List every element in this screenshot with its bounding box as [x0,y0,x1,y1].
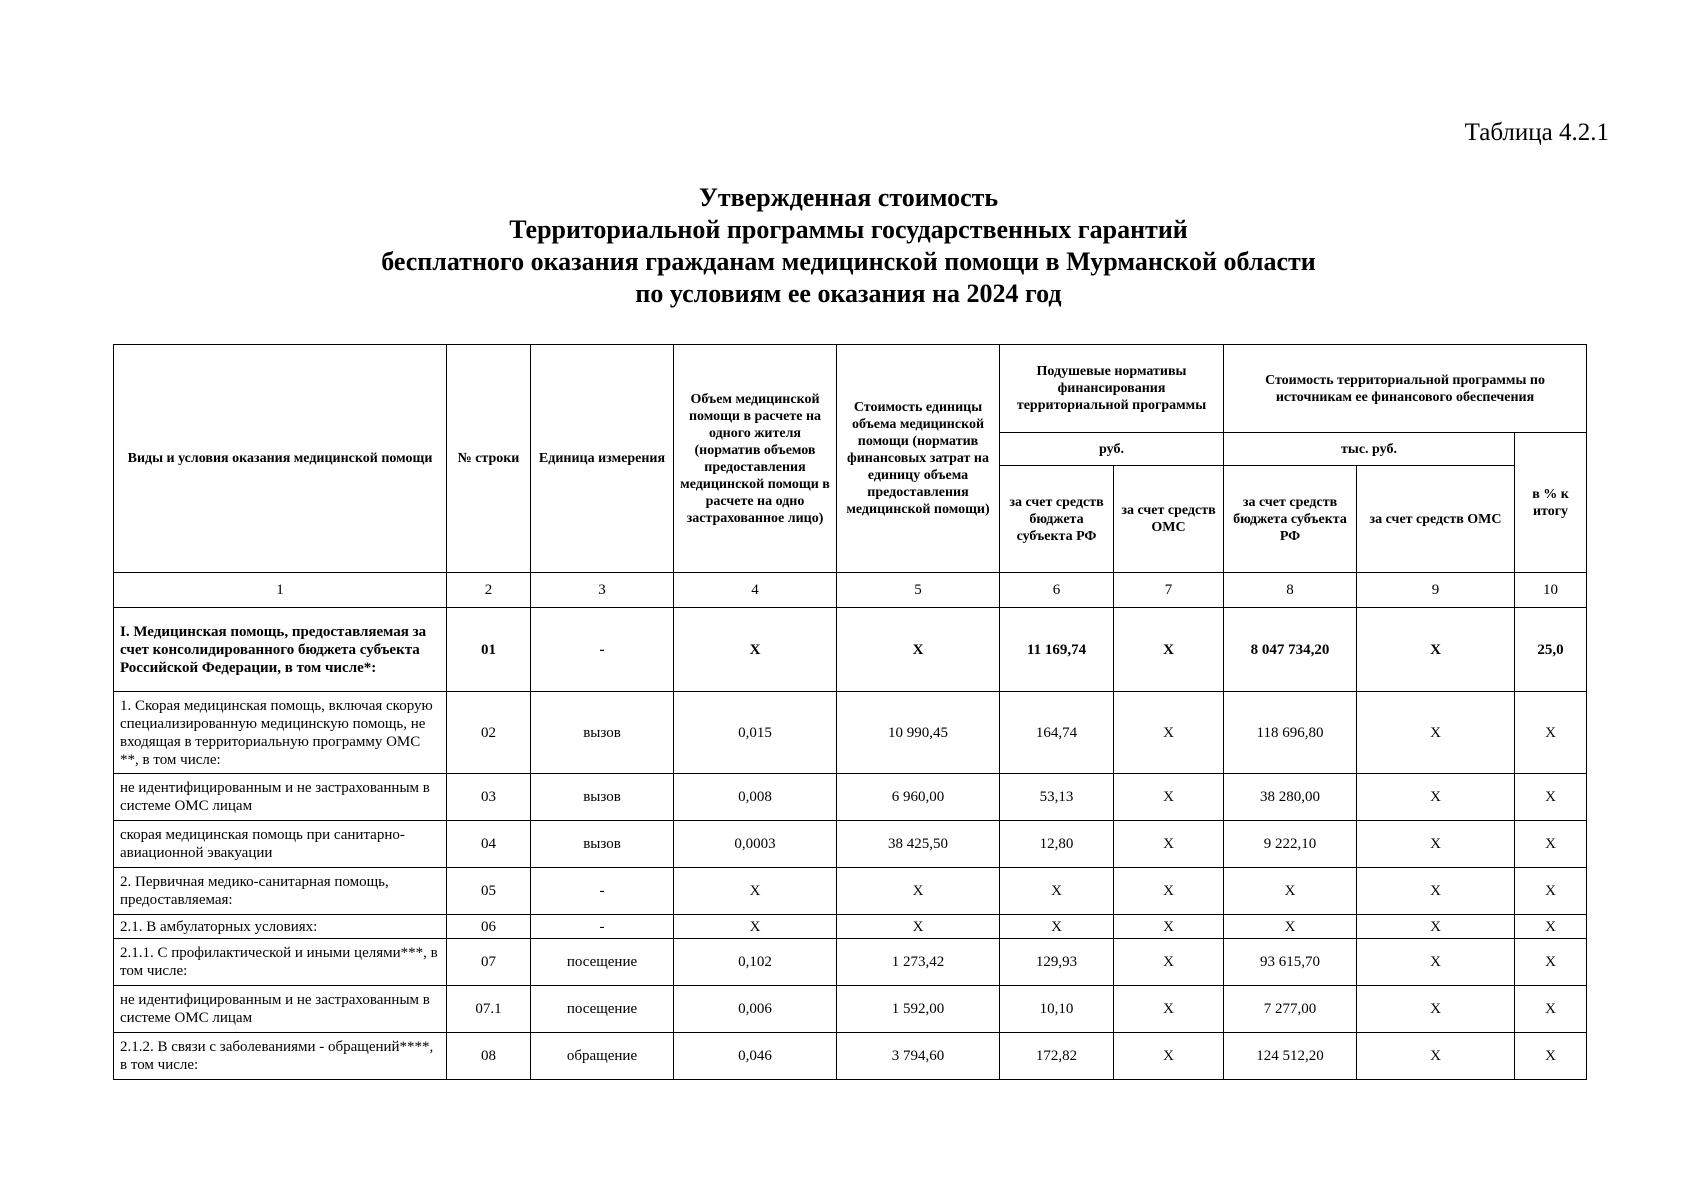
header-budget-rub: за счет средств бюджета субъекта РФ [1000,466,1114,573]
row-percent: X [1515,821,1587,868]
row-name: не идентифицированным и не застрахованным в системе ОМС лицам [114,774,447,821]
row-per-capita-oms: X [1114,1033,1224,1080]
column-number: 7 [1114,573,1224,608]
row-cost-budget: 7 277,00 [1224,986,1357,1033]
row-cost-oms: X [1357,821,1515,868]
row-volume: 0,0003 [674,821,837,868]
row-percent: X [1515,1033,1587,1080]
header-per-capita-group: Подушевые нормативы финансирования территориальной программы [1000,345,1224,433]
header-oms-rub: за счет средств ОМС [1114,466,1224,573]
row-unit: вызов [531,692,674,774]
row-per-capita-oms: X [1114,774,1224,821]
row-cost-oms: X [1357,915,1515,939]
row-percent: X [1515,774,1587,821]
row-unit-cost: 1 273,42 [837,939,1000,986]
table-number: Таблица 4.2.1 [1464,119,1609,146]
row-per-capita-oms: X [1114,939,1224,986]
table-row [114,915,1587,939]
header-oms-thous: за счет средств ОМС [1357,466,1515,573]
row-unit-cost: 10 990,45 [837,692,1000,774]
row-name: 2.1.1. С профилактической и иными целями***, в том числе: [114,939,447,986]
row-unit: посещение [531,986,674,1033]
header-rub: руб. [1000,433,1224,466]
row-per-capita-budget: 10,10 [1000,986,1114,1033]
column-number: 1 [114,573,447,608]
table-row [114,821,1587,868]
table-row [114,1033,1587,1080]
column-number: 5 [837,573,1000,608]
header-unit-cost: Стоимость единицы объема медицинской помощи (норматив финансовых затрат на единицу объема предоставления медицинской помощи) [837,345,1000,573]
row-cost-budget: 38 280,00 [1224,774,1357,821]
header-unit: Единица измерения [531,345,674,573]
column-number: 3 [531,573,674,608]
table-row [114,774,1587,821]
header-thous-rub: тыс. руб. [1224,433,1515,466]
column-numbers-row [114,573,1587,608]
row-per-capita-budget: X [1000,868,1114,915]
row-name: скорая медицинская помощь при санитарно-авиационной эвакуации [114,821,447,868]
row-number: 02 [447,692,531,774]
row-volume: 0,046 [674,1033,837,1080]
column-number: 4 [674,573,837,608]
table-row [114,939,1587,986]
row-cost-oms: X [1357,986,1515,1033]
row-unit-cost: 3 794,60 [837,1033,1000,1080]
column-number: 10 [1515,573,1587,608]
document-title [0,182,1697,310]
header-kinds-of-care: Виды и условия оказания медицинской помощи [114,345,447,573]
title-line: бесплатного оказания гражданам медицинской помощи в Мурманской области [381,247,1316,276]
row-volume: 0,015 [674,692,837,774]
row-percent: X [1515,915,1587,939]
row-name: 1. Скорая медицинская помощь, включая скорую специализированную медицинскую помощь, не входящая в территориальную программу ОМС **, в том числе: [114,692,447,774]
row-per-capita-budget: 53,13 [1000,774,1114,821]
row-unit: обращение [531,1033,674,1080]
row-volume: 0,102 [674,939,837,986]
table-row [114,868,1587,915]
row-per-capita-budget: X [1000,915,1114,939]
row-per-capita-oms: X [1114,986,1224,1033]
row-volume: 0,006 [674,986,837,1033]
row-per-capita-oms: X [1114,868,1224,915]
row-cost-budget: X [1224,868,1357,915]
row-percent: X [1515,692,1587,774]
row-percent: X [1515,986,1587,1033]
row-cost-budget: 9 222,10 [1224,821,1357,868]
title-line: Территориальной программы государственных гарантий [509,215,1188,244]
row-cost-oms: X [1357,692,1515,774]
row-cost-oms: X [1357,939,1515,986]
row-unit-cost: 6 960,00 [837,774,1000,821]
row-volume: X [674,915,837,939]
row-cost-oms: X [1357,1033,1515,1080]
row-cost-oms: X [1357,608,1515,692]
row-cost-budget: 118 696,80 [1224,692,1357,774]
row-unit-cost: 1 592,00 [837,986,1000,1033]
cost-table [113,344,1587,1080]
header-percent-total: в % к итогу [1515,433,1587,573]
row-name: 2. Первичная медико-санитарная помощь, предоставляемая: [114,868,447,915]
row-unit: - [531,868,674,915]
column-number: 8 [1224,573,1357,608]
row-name: 2.1. В амбулаторных условиях: [114,915,447,939]
row-unit: посещение [531,939,674,986]
row-per-capita-oms: X [1114,692,1224,774]
row-percent: X [1515,939,1587,986]
row-cost-budget: X [1224,915,1357,939]
row-unit-cost: X [837,608,1000,692]
row-volume: 0,008 [674,774,837,821]
row-unit: - [531,915,674,939]
row-per-capita-oms: X [1114,821,1224,868]
row-unit: вызов [531,774,674,821]
header-row-number: № строки [447,345,531,573]
row-per-capita-budget: 12,80 [1000,821,1114,868]
row-number: 08 [447,1033,531,1080]
row-volume: X [674,608,837,692]
row-per-capita-budget: 11 169,74 [1000,608,1114,692]
row-per-capita-budget: 172,82 [1000,1033,1114,1080]
row-number: 05 [447,868,531,915]
row-per-capita-oms: X [1114,915,1224,939]
row-cost-oms: X [1357,774,1515,821]
row-unit: - [531,608,674,692]
title-line: по условиям ее оказания на 2024 год [635,279,1062,308]
header-volume-per-resident: Объем медицинской помощи в расчете на одного жителя (норматив объемов предоставления медицинской помощи в расчете на одно застрахованное лицо) [674,345,837,573]
column-number: 6 [1000,573,1114,608]
row-cost-budget: 93 615,70 [1224,939,1357,986]
row-unit-cost: X [837,868,1000,915]
row-name: не идентифицированным и не застрахованным в системе ОМС лицам [114,986,447,1033]
row-unit: вызов [531,821,674,868]
table-row [114,692,1587,774]
row-volume: X [674,868,837,915]
row-per-capita-oms: X [1114,608,1224,692]
row-cost-budget: 8 047 734,20 [1224,608,1357,692]
row-number: 07.1 [447,986,531,1033]
column-number: 9 [1357,573,1515,608]
row-number: 04 [447,821,531,868]
row-unit-cost: 38 425,50 [837,821,1000,868]
row-per-capita-budget: 164,74 [1000,692,1114,774]
row-unit-cost: X [837,915,1000,939]
row-number: 07 [447,939,531,986]
column-number: 2 [447,573,531,608]
row-percent: X [1515,868,1587,915]
row-number: 01 [447,608,531,692]
row-name: I. Медицинская помощь, предоставляемая за счет консолидированного бюджета субъекта Российской Федерации, в том числе*: [114,608,447,692]
title-line: Утвержденная стоимость [698,183,999,212]
header-cost-group: Стоимость территориальной программы по источникам ее финансового обеспечения [1224,345,1587,433]
table-row [114,608,1587,692]
row-per-capita-budget: 129,93 [1000,939,1114,986]
row-number: 06 [447,915,531,939]
header-budget-thous: за счет средств бюджета субъекта РФ [1224,466,1357,573]
row-cost-budget: 124 512,20 [1224,1033,1357,1080]
row-percent: 25,0 [1515,608,1587,692]
row-cost-oms: X [1357,868,1515,915]
table-row [114,986,1587,1033]
row-number: 03 [447,774,531,821]
row-name: 2.1.2. В связи с заболеваниями - обращений****, в том числе: [114,1033,447,1080]
